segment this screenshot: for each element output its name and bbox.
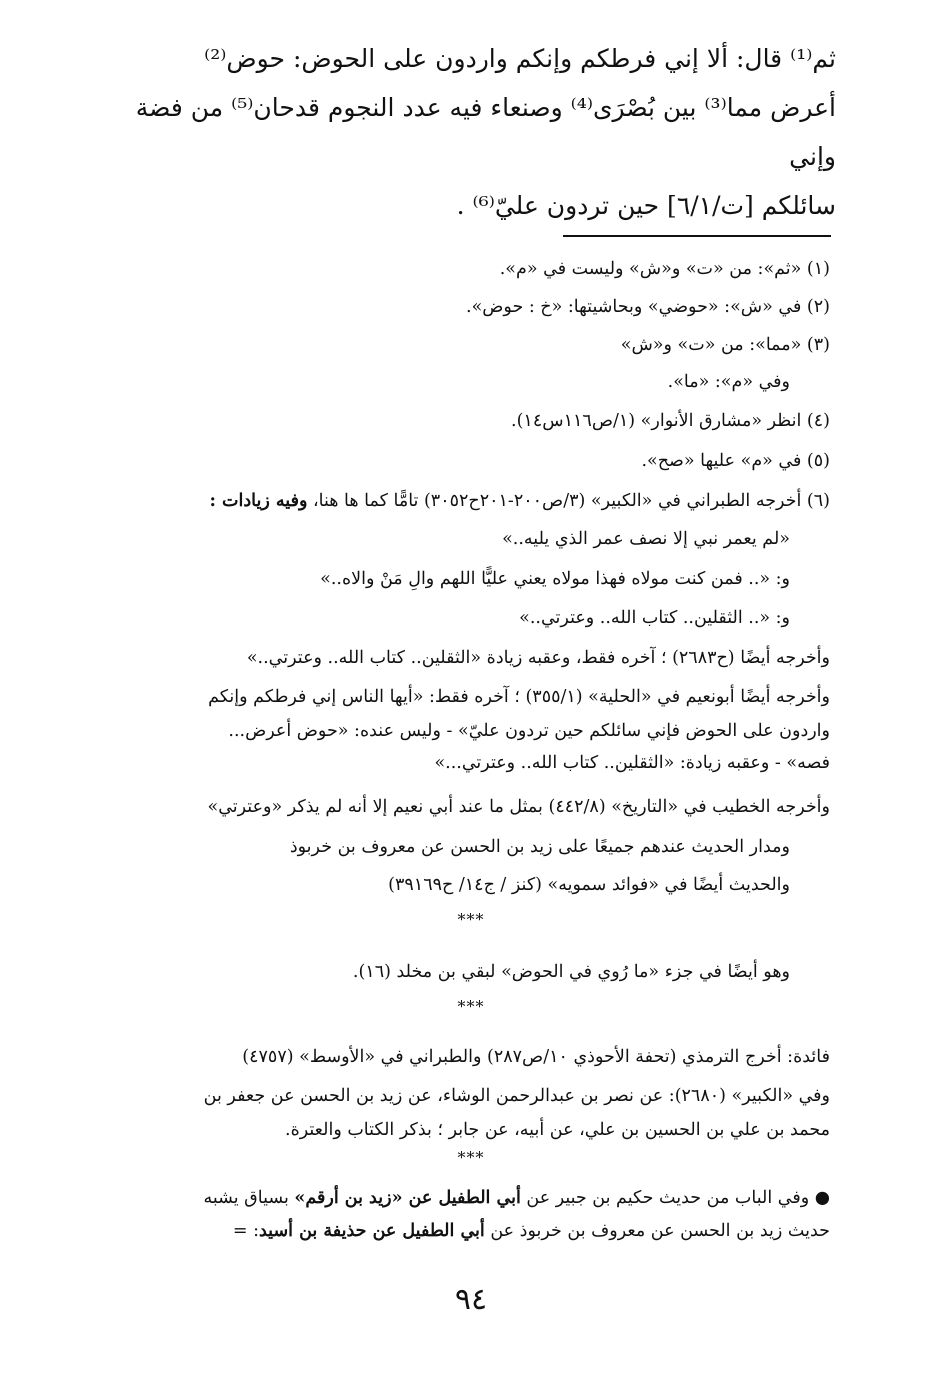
footnote-4: (٤) انظر «مشارق الأنوار» (١/ص١١٦س١٤). [511, 411, 830, 431]
faida-line-1: فائدة: أخرج الترمذي (تحفة الأحوذي ١٠/ص٢٨٧) والطبراني في «الأوسط» (٤٧٥٧) [242, 1047, 830, 1067]
bab-line-1 [112, 1183, 830, 1213]
main-text [112, 34, 836, 230]
main-text-line-3: سائلكم [ت/٦/١] حين تردون عليّ⁽⁶⁾ . [456, 191, 836, 220]
footnote-3-continuation: وفي «م»: «ما». [667, 372, 790, 392]
juz-line: وهو أيضًا في جزء «ما رُوي في الحوض» لبقي بن مخلد (١٦). [352, 962, 790, 982]
faida-line-2: وفي «الكبير» (٢٦٨٠): عن نصر بن عبدالرحمن الوشاء، عن زيد بن الحسن عن جعفر بن [203, 1086, 830, 1106]
bab-line-2-text: حديث زيد بن الحسن عن معروف بن خربوذ عن [484, 1221, 830, 1241]
quote-line-3: و: «.. الثقلين.. كتاب الله.. وعترتي..» [519, 608, 790, 628]
separator-stars-3: *** [457, 1148, 485, 1167]
separator-stars-1: *** [457, 910, 485, 929]
bab-line-1-text: ● وفي الباب من حديث حكيم بن جبير عن [520, 1188, 830, 1208]
bab-line-1-tail: بسياق يشبه [203, 1188, 295, 1208]
bab-line-2-tail: : = [232, 1221, 259, 1241]
footnote-1: (١) «ثم»: من «ت» و«ش» وليست في «م». [499, 259, 830, 279]
footnote-6-text: (٦) أخرجه الطبراني في «الكبير» (٣/ص٢٠٠-٢٠١ح٣٠٥٢) تامًّا كما ها هنا، [307, 491, 830, 511]
faida-line-3: محمد بن علي بن الحسين بن علي، عن أبيه، عن جابر ؛ بذكر الكتاب والعترة. [285, 1120, 830, 1140]
quote-line-2: و: «.. فمن كنت مولاه فهذا مولاه يعني عليًّا اللهم والِ مَنْ والاه..» [320, 569, 790, 589]
takhrij-line-3: واردون على الحوض فإني سائلكم حين تردون عليّ» - وليس عنده: «حوض أعرض... [228, 721, 830, 741]
footnote-3: (٣) «مما»: من «ت» و«ش» [620, 335, 830, 355]
takhrij-line-2: وأخرجه أيضًا أبونعيم في «الحلية» (٣٥٥/١) ؛ آخره فقط: «أيها الناس إني فرطكم وإنكم [208, 687, 830, 707]
separator-stars-2: *** [457, 997, 485, 1016]
takhrij-line-4: فصه» - وعقبه زيادة: «الثقلين.. كتاب الله.. وعترتي...» [434, 753, 830, 773]
bab-line-2-bold: أبي الطفيل عن حذيفة بن أسيد [259, 1221, 485, 1241]
page-number: ٩٤ [454, 1282, 488, 1317]
bab-line-2 [112, 1216, 830, 1246]
footnote-6-bold: وفيه زيادات : [209, 491, 308, 511]
footnote-6 [112, 486, 830, 516]
footnote-separator [563, 235, 831, 237]
takhrij-line-1: وأخرجه أيضًا (ح٢٦٨٣) ؛ آخره فقط، وعقبه زيادة «الثقلين.. كتاب الله.. وعترتي..» [246, 648, 830, 668]
takhrij-line-5: وأخرجه الخطيب في «التاريخ» (٤٤٢/٨) بمثل ما عند أبي نعيم إلا أنه لم يذكر «وعترتي» [207, 797, 830, 817]
footnote-5: (٥) في «م» عليها «صح». [641, 451, 830, 471]
takhrij-line-7: والحديث أيضًا في «فوائد سمويه» (كنز / ج١٤/ ح٣٩١٦٩) [388, 875, 790, 895]
bab-line-1-bold: أبي الطفيل عن «زيد بن أرقم» [294, 1188, 521, 1208]
takhrij-line-6: ومدار الحديث عندهم جميعًا على زيد بن الحسن عن معروف بن خربوذ [289, 837, 790, 857]
quote-line-1: «لم يعمر نبي إلا نصف عمر الذي يليه..» [502, 529, 790, 549]
footnote-2: (٢) في «ش»: «حوضي» وبحاشيتها: «خ : حوض». [466, 297, 830, 317]
main-text-line-2: أعرض مما⁽³⁾ بين بُصْرَى⁽⁴⁾ وصنعاء فيه عدد النجوم قدحان⁽⁵⁾ من فضة وإني [135, 93, 836, 171]
main-text-line-1: ثم⁽¹⁾ قال: ألا إني فرطكم وإنكم واردون على الحوض: حوض⁽²⁾ [204, 44, 836, 73]
